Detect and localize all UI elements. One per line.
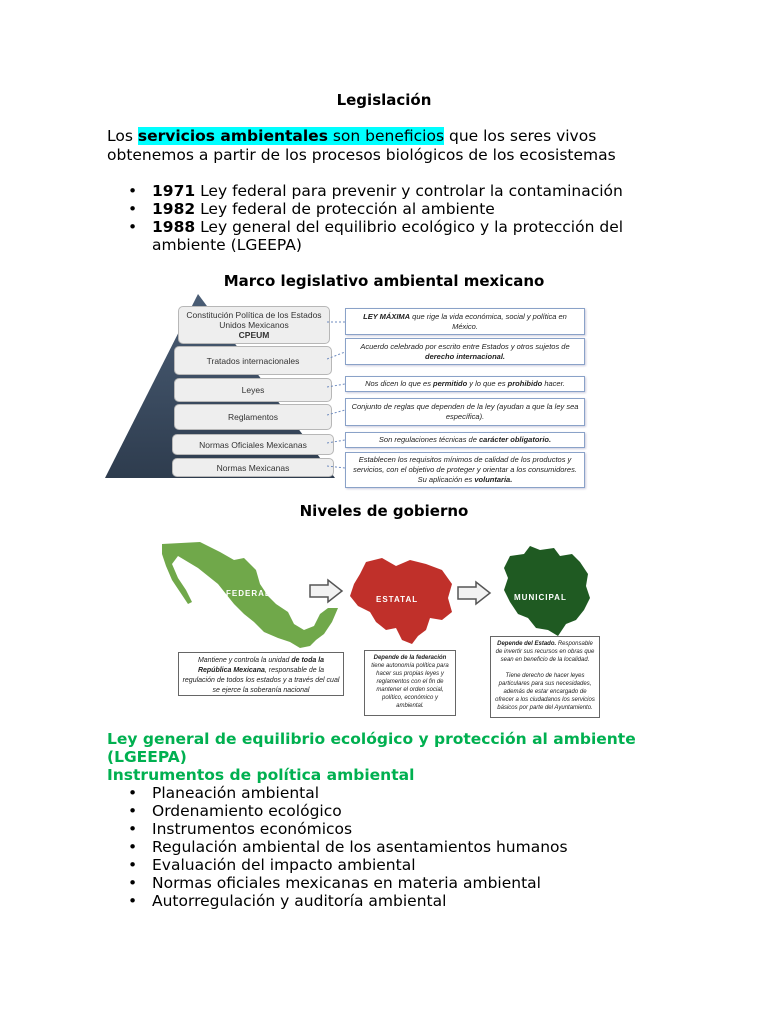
level-label: Tratados internacionales	[206, 355, 300, 366]
law-text: Ley federal para prevenir y controlar la contaminación	[195, 182, 623, 200]
desc-bold: Depende del Estado.	[497, 641, 557, 647]
niveles-title: Niveles de gobierno	[299, 502, 469, 520]
year: 1971	[152, 182, 196, 200]
level-label: Leyes	[241, 385, 265, 395]
list-item: • Normas oficiales mexicanas en materia ambiental	[107, 874, 647, 892]
desc-bold: LEY MÁXIMA	[363, 311, 411, 321]
list-item: • Planeación ambiental	[107, 784, 647, 802]
pyramid-level-nmx	[172, 458, 334, 477]
desc-text: Tiene derecho de hacer leyes particulares para sus necesidades, además de estar encargado de ofrecer a los ciudadanos los servicios básicos por parte del Ayuntamiento.	[495, 673, 595, 711]
desc-text: Acuerdo celebrado por escrito entre Estados y otros sujetos de	[360, 341, 570, 351]
desc-leyes	[345, 376, 585, 392]
intro-paragraph	[107, 127, 627, 165]
law-text: Ley federal de protección al ambiente	[195, 200, 495, 218]
list-item: • Evaluación del impacto ambiental	[107, 856, 647, 874]
desc-bold: Depende de la federación	[373, 655, 447, 661]
desc-bold: voluntaria.	[474, 475, 513, 484]
instrumentos-list	[107, 784, 647, 910]
page-title: Legislación	[336, 91, 432, 109]
desc-text: Son regulaciones técnicas de	[378, 435, 479, 444]
arrow-right-icon	[456, 580, 492, 606]
highlight-servicios: servicios ambientales	[137, 127, 328, 145]
list-item	[107, 200, 627, 218]
desc-text: Mantiene y controla la unidad	[197, 657, 292, 664]
year: 1982	[152, 200, 196, 218]
list-item	[107, 218, 627, 254]
desc-nmx	[345, 452, 585, 488]
marco-title: Marco legislativo ambiental mexicano	[223, 272, 545, 290]
pyramid-level-tratados	[174, 346, 332, 375]
estatal-label: ESTATAL	[376, 595, 419, 604]
desc-text: que rige la vida económica, social y política en México.	[410, 311, 567, 331]
desc-text: tiene autonomía política para hacer sus propias leyes y reglamentos con el fin de mantener el orden social, político, económico y ambiental.	[371, 663, 449, 709]
federal-label: FEDERAL	[226, 589, 271, 598]
federal-desc-box	[178, 652, 344, 696]
level-sub: CPEUM	[238, 330, 270, 340]
desc-bold: carácter obligatorio.	[478, 435, 552, 444]
municipal-map-shape	[504, 546, 590, 636]
level-label: Normas Mexicanas	[216, 462, 290, 473]
desc-bold: prohibido	[507, 379, 543, 388]
desc-text: Responsable de invertir sus recursos en obras que sean en beneficio de la localidad.	[495, 641, 595, 663]
desc-bold: derecho internacional.	[424, 351, 506, 361]
year: 1988	[152, 218, 196, 236]
list-item: • Ordenamiento ecológico	[107, 802, 647, 820]
desc-text: y lo que es	[467, 379, 508, 388]
government-levels-diagram	[160, 538, 600, 718]
pyramid-level-leyes	[174, 378, 332, 402]
desc-tratados	[345, 338, 585, 365]
highlight-beneficios: son beneficios	[327, 127, 445, 145]
list-item	[107, 182, 627, 200]
lgeepa-title: Ley general de equilibrio ecológico y protección al ambiente (LGEEPA)	[107, 730, 636, 766]
municipal-map	[500, 544, 596, 638]
desc-cpeum	[345, 308, 585, 335]
law-text: Ley general del equilibrio ecológico y la protección del ambiente (LGEEPA)	[152, 218, 624, 254]
level-label: Constitución Política de los Estados Unidos Mexicanos	[186, 310, 322, 330]
pyramid-level-nom	[172, 434, 334, 455]
connector-lines	[327, 290, 347, 490]
pyramid-diagram	[105, 290, 590, 490]
list-item: • Instrumentos económicos	[107, 820, 647, 838]
municipal-label: MUNICIPAL	[514, 593, 567, 602]
desc-text: Nos dicen lo que es	[365, 379, 434, 388]
level-label: Normas Oficiales Mexicanas	[199, 439, 307, 450]
pyramid-level-cpeum	[178, 306, 330, 344]
pyramid-level-reglamentos	[174, 404, 332, 430]
municipal-desc-box	[490, 636, 600, 718]
intro-pre: Los	[107, 127, 138, 145]
desc-text: Conjunto de reglas que dependen de la ley (ayudan a que la ley sea específica).	[351, 402, 579, 421]
desc-reglamentos	[345, 398, 585, 426]
list-item: • Autorregulación y auditoría ambiental	[107, 892, 647, 910]
estatal-desc-box	[364, 650, 456, 716]
intro-post: que los seres vivos obtenemos a partir de los procesos biológicos de los ecosistemas	[107, 127, 616, 164]
desc-text: Establecen los requisitos mínimos de calidad de los productos y servicios, con el objetivo de proteger y orientar a los consumidores. Su aplicación es	[353, 455, 577, 484]
desc-bold: permitido	[433, 379, 468, 388]
years-list	[107, 182, 627, 254]
arrow-right-icon	[308, 578, 344, 604]
level-label: Reglamentos	[227, 412, 279, 422]
state-map	[346, 556, 458, 648]
desc-bold: de toda la República Mexicana	[197, 657, 325, 674]
desc-nom	[345, 432, 585, 448]
desc-text: hacer.	[542, 379, 565, 388]
desc-text: , responsable de la regulación de todos los estados y a través del cual se ejerce la soberanía nacional	[182, 667, 340, 694]
instrumentos-subtitle: Instrumentos de política ambiental	[107, 766, 415, 784]
list-item: • Regulación ambiental de los asentamientos humanos	[107, 838, 647, 856]
